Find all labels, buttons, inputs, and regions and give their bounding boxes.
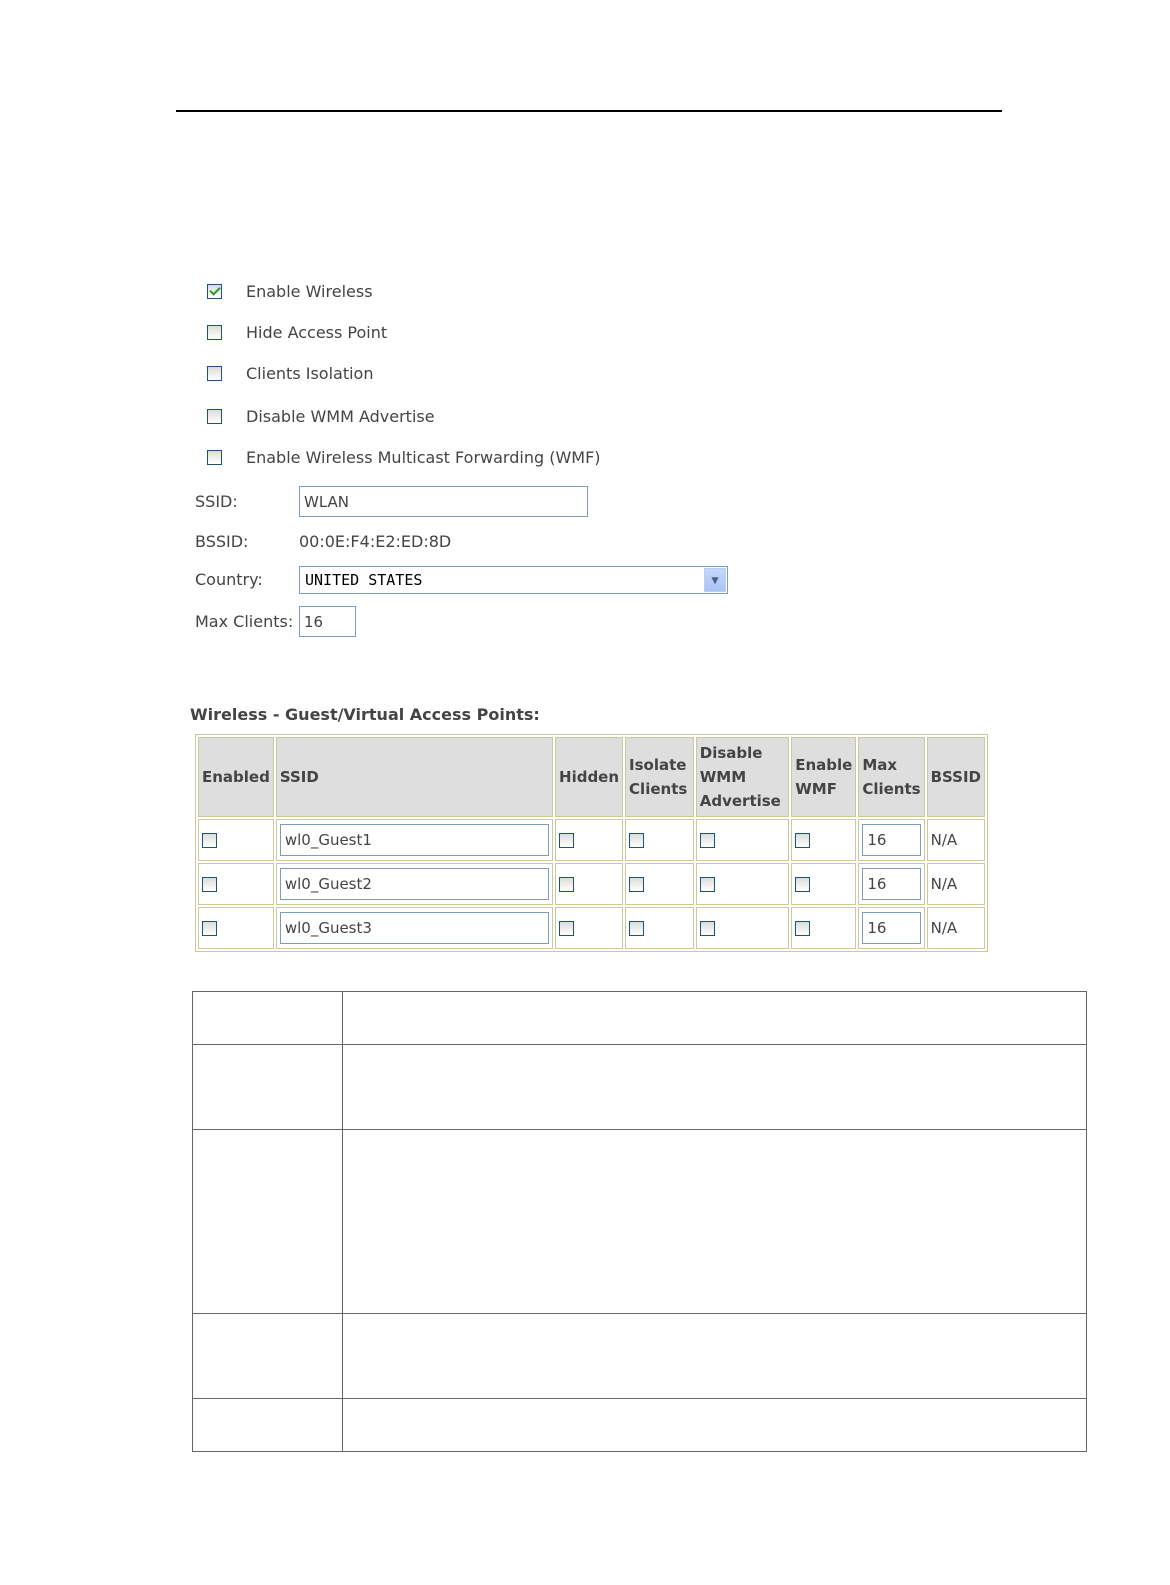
disable-wmm-checkbox[interactable] — [700, 833, 715, 848]
col-max-line2: Clients — [862, 780, 921, 798]
hidden-cell — [555, 907, 623, 949]
table-row — [198, 819, 985, 861]
disable-wmm-advertise-checkbox[interactable] — [207, 409, 222, 424]
description-label-cell — [193, 1399, 343, 1452]
col-wmm-line1: Disable — [699, 744, 763, 762]
enable-wmf-checkbox[interactable] — [795, 921, 810, 936]
clients-isolation-label: Clients Isolation — [246, 363, 374, 383]
country-label: Country: — [195, 570, 263, 589]
enabled-checkbox[interactable] — [202, 877, 217, 892]
col-isolate-line1: Isolate — [629, 756, 687, 774]
guest-ssid-input[interactable] — [280, 912, 549, 944]
description-row — [193, 1045, 1087, 1130]
description-row — [193, 1314, 1087, 1399]
table-row — [198, 907, 985, 949]
disable-wmm-checkbox[interactable] — [700, 921, 715, 936]
description-text-cell — [343, 1045, 1087, 1130]
ssid-cell — [276, 907, 553, 949]
enable-wmf-checkbox[interactable] — [795, 833, 810, 848]
description-label-cell — [193, 1314, 343, 1399]
isolate-checkbox[interactable] — [629, 833, 644, 848]
guest-ssid-value: wl0_Guest1 — [284, 831, 372, 849]
isolate-cell — [625, 907, 694, 949]
col-hidden: Hidden — [555, 737, 623, 817]
bssid-cell: N/A — [927, 907, 985, 949]
max-clients-input[interactable] — [299, 606, 356, 637]
description-text-cell — [343, 1399, 1087, 1452]
enable-wmf-label: Enable Wireless Multicast Forwarding (WMF) — [246, 447, 601, 467]
enabled-cell — [198, 819, 274, 861]
enable-wireless-label: Enable Wireless — [246, 281, 373, 301]
col-disable-wmm — [696, 737, 789, 817]
max-clients-value: 16 — [304, 612, 324, 631]
description-text-cell — [343, 992, 1087, 1045]
wmf-cell — [791, 863, 856, 905]
col-isolate-clients — [625, 737, 694, 817]
country-value: UNITED STATES — [305, 571, 423, 589]
description-table — [192, 991, 1087, 1452]
guest-max-clients-input[interactable] — [862, 824, 920, 856]
description-row — [193, 992, 1087, 1045]
ssid-label: SSID: — [195, 492, 238, 511]
disable-wmm-advertise-option[interactable] — [207, 406, 435, 426]
hidden-checkbox[interactable] — [559, 921, 574, 936]
wmm-cell — [696, 819, 789, 861]
col-bssid: BSSID — [927, 737, 985, 817]
isolate-checkbox[interactable] — [629, 877, 644, 892]
bssid-cell: N/A — [927, 863, 985, 905]
max-clients-cell — [858, 863, 924, 905]
enabled-cell — [198, 863, 274, 905]
description-row — [193, 1399, 1087, 1452]
enabled-checkbox[interactable] — [202, 833, 217, 848]
bssid-cell: N/A — [927, 819, 985, 861]
guest-max-clients-input[interactable] — [862, 868, 920, 900]
hidden-cell — [555, 863, 623, 905]
clients-isolation-option[interactable] — [207, 363, 373, 383]
guest-ssid-input[interactable] — [280, 824, 549, 856]
enabled-checkbox[interactable] — [202, 921, 217, 936]
guest-max-clients-value: 16 — [867, 875, 887, 893]
enable-wireless-option[interactable] — [207, 281, 373, 301]
disable-wmm-checkbox[interactable] — [700, 877, 715, 892]
ssid-cell — [276, 819, 553, 861]
hidden-checkbox[interactable] — [559, 877, 574, 892]
header-rule — [176, 110, 1002, 112]
hide-access-point-checkbox[interactable] — [207, 325, 222, 340]
hidden-cell — [555, 819, 623, 861]
isolate-cell — [625, 819, 694, 861]
enable-wmf-option[interactable] — [207, 447, 601, 467]
col-max-line1: Max — [862, 756, 898, 774]
guest-section-title: Wireless - Guest/Virtual Access Points: — [190, 705, 540, 724]
clients-isolation-checkbox[interactable] — [207, 366, 222, 381]
wmf-cell — [791, 907, 856, 949]
chevron-down-icon[interactable]: ▼ — [704, 568, 726, 592]
col-max-clients — [858, 737, 924, 817]
enable-wmf-checkbox[interactable] — [207, 450, 222, 465]
wmf-cell — [791, 819, 856, 861]
guest-ssid-value: wl0_Guest2 — [284, 875, 372, 893]
col-enable-wmf — [791, 737, 856, 817]
max-clients-label: Max Clients: — [195, 612, 294, 631]
enable-wmf-checkbox[interactable] — [795, 877, 810, 892]
col-enabled: Enabled — [198, 737, 274, 817]
country-select[interactable] — [299, 566, 728, 594]
wmm-cell — [696, 863, 789, 905]
max-clients-cell — [858, 907, 924, 949]
guest-ap-table — [195, 734, 988, 952]
description-text-cell — [343, 1130, 1087, 1314]
enable-wireless-checkbox[interactable] — [207, 284, 222, 299]
col-isolate-line2: Clients — [629, 780, 688, 798]
ssid-cell — [276, 863, 553, 905]
hidden-checkbox[interactable] — [559, 833, 574, 848]
col-ssid: SSID — [276, 737, 553, 817]
isolate-checkbox[interactable] — [629, 921, 644, 936]
guest-max-clients-value: 16 — [867, 919, 887, 937]
guest-table-header — [198, 737, 985, 817]
description-label-cell — [193, 1130, 343, 1314]
description-text-cell — [343, 1314, 1087, 1399]
hide-access-point-option[interactable] — [207, 322, 387, 342]
guest-ssid-input[interactable] — [280, 868, 549, 900]
wmm-cell — [696, 907, 789, 949]
enabled-cell — [198, 907, 274, 949]
col-wmm-line2: WMM — [699, 768, 747, 786]
description-label-cell — [193, 992, 343, 1045]
hide-access-point-label: Hide Access Point — [246, 322, 388, 342]
ssid-input[interactable] — [299, 486, 588, 517]
description-row — [193, 1130, 1087, 1314]
col-wmf-line1: Enable — [795, 756, 853, 774]
ssid-value: WLAN — [304, 492, 350, 511]
max-clients-cell — [858, 819, 924, 861]
guest-max-clients-input[interactable] — [862, 912, 920, 944]
isolate-cell — [625, 863, 694, 905]
guest-ssid-value: wl0_Guest3 — [284, 919, 372, 937]
table-row — [198, 863, 985, 905]
bssid-label: BSSID: — [195, 532, 249, 551]
col-wmm-line3: Advertise — [699, 792, 781, 810]
col-wmf-line2: WMF — [795, 780, 837, 798]
guest-max-clients-value: 16 — [867, 831, 887, 849]
disable-wmm-advertise-label: Disable WMM Advertise — [246, 406, 435, 426]
bssid-value: 00:0E:F4:E2:ED:8D — [299, 532, 452, 551]
description-label-cell — [193, 1045, 343, 1130]
